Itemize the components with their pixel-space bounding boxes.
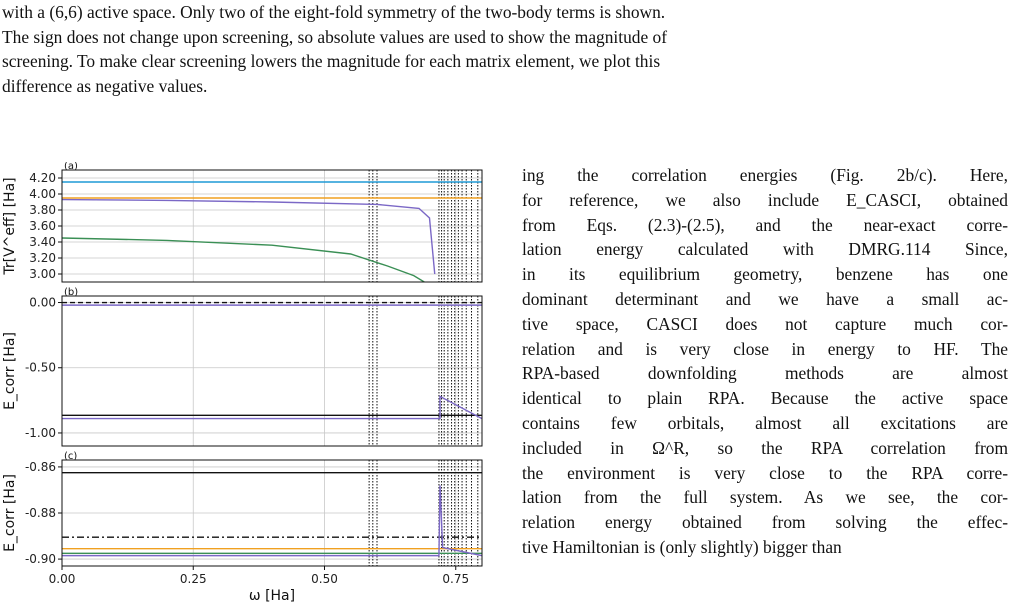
- y-tick-label: 3.80: [29, 203, 56, 217]
- x-tick-label: 0.00: [48, 572, 76, 586]
- text-line: contains few orbitals, almost all excitations are: [522, 412, 1008, 433]
- y-axis-label: Tr[V^eff] [Ha]: [2, 177, 18, 275]
- text-line: The sign does not change upon screening, so absolute values are used to show the magnitude of: [2, 26, 668, 47]
- text-line: tive space, CASCI does not capture much cor-: [522, 313, 1008, 334]
- text-line: dominant determinant and we have a small ac-: [522, 288, 1008, 309]
- text-line: from Eqs. (2.3)-(2.5), and the near-exact corre-: [522, 214, 1008, 235]
- text-line: screening. To make clear screening lowers the magnitude for each matrix element, we plot this: [2, 51, 661, 71]
- text-line: relation and is very close in energy to HF. The: [522, 338, 1008, 359]
- series-line-purple: [62, 485, 482, 555]
- y-axis-label: E_corr [Ha]: [2, 332, 18, 410]
- text-line: identical to plain RPA. Because the active space: [522, 388, 1008, 409]
- text-line: in its equilibrium geometry, benzene has one: [522, 264, 1008, 285]
- y-tick-label: 4.20: [29, 171, 56, 185]
- y-tick-label: -0.90: [24, 552, 56, 567]
- text-line: relation energy obtained from solving the effec-: [522, 512, 1008, 533]
- figure-svg: [0, 162, 490, 602]
- panel-label: (c): [64, 451, 78, 462]
- y-tick-label: -0.50: [24, 360, 56, 375]
- y-tick-label: -0.88: [24, 506, 56, 520]
- side-paragraph: [522, 163, 1008, 560]
- y-tick-label: 4.00: [29, 187, 56, 201]
- text-line: lation from the full system. As we see, the cor-: [522, 487, 1008, 508]
- y-tick-label: 3.40: [29, 235, 56, 249]
- y-tick-label: 3.60: [29, 219, 56, 233]
- text-line: the environment is very close to the RPA corre-: [522, 462, 1008, 483]
- y-tick-label: 3.20: [29, 251, 56, 265]
- top-paragraph: [2, 0, 1014, 98]
- panel-label: (a): [64, 162, 78, 172]
- text-line: ing the correlation energies (Fig. 2b/c). Here,: [522, 165, 1008, 185]
- text-line: lation energy calculated with DMRG.114 Since,: [522, 239, 1008, 260]
- text-line: RPA-based downfolding methods are almost: [522, 363, 1008, 384]
- text-line: included in Ω^R, so the RPA correlation from: [522, 437, 1008, 458]
- y-tick-label: 3.00: [29, 267, 56, 281]
- figure-2: [0, 162, 490, 602]
- x-tick-label: 0.25: [179, 572, 207, 586]
- text-line: difference as negative values.: [2, 75, 208, 96]
- text-line: for reference, we also include E_CASCI, obtained: [522, 189, 1008, 210]
- y-axis-label: E_corr [Ha]: [2, 474, 18, 552]
- y-tick-label: -1.00: [24, 425, 56, 440]
- y-tick-label: 0.00: [29, 295, 56, 310]
- panel-label: (b): [64, 287, 79, 298]
- x-tick-label: 0.75: [442, 572, 470, 586]
- axes-frame: [62, 296, 482, 446]
- text-line: tive Hamiltonian is (only slightly) bigger than: [522, 536, 842, 557]
- y-tick-label: -0.86: [24, 459, 56, 474]
- x-tick-label: 0.50: [311, 572, 338, 586]
- series-line-green: [62, 238, 424, 282]
- x-axis-label: ω [Ha]: [248, 588, 296, 602]
- text-line: with a (6,6) active space. Only two of the eight-fold symmetry of the two-body terms is shown.: [2, 2, 666, 22]
